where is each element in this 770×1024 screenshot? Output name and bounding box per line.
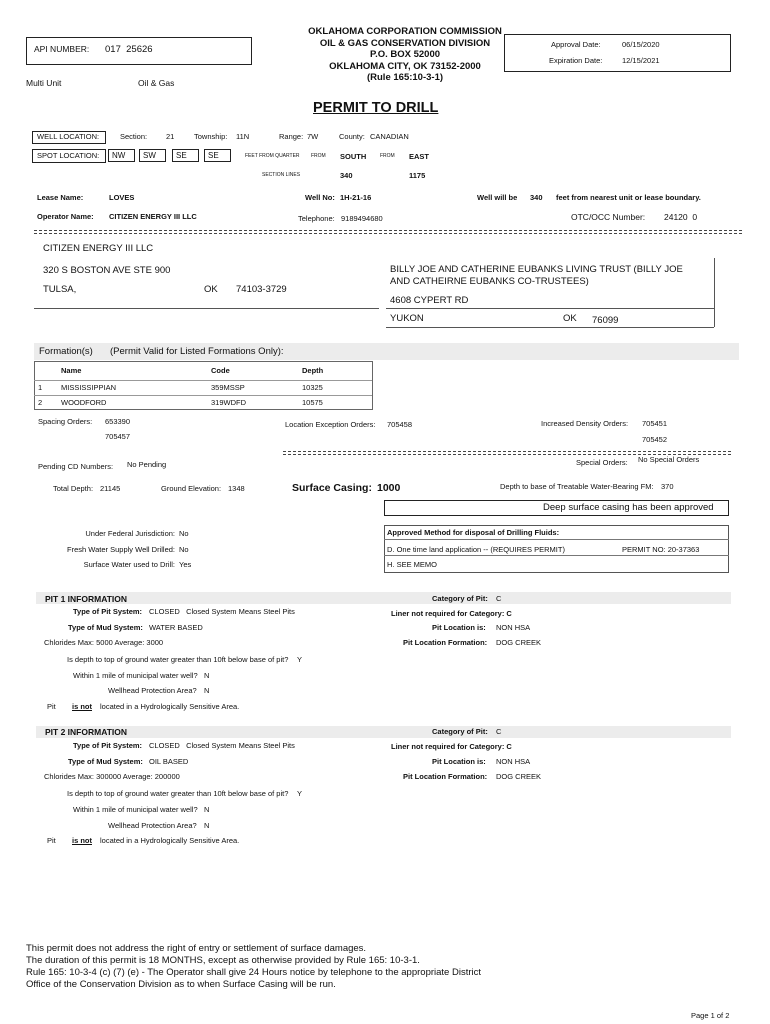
- spacing-orders-label: Spacing Orders:: [38, 417, 93, 426]
- formation-row-name: WOODFORD: [61, 398, 107, 407]
- pit-1-pit-word: Pit: [47, 702, 56, 711]
- pit-2-groundwater-question: Is depth to top of ground water greater than 10ft below base of pit?: [67, 789, 289, 798]
- surface-owner-name: [390, 264, 683, 287]
- federal-jurisdiction-label: Under Federal Jurisdiction:: [85, 529, 175, 538]
- pending-cd-value: No Pending: [127, 460, 167, 469]
- pit-2-groundwater-answer: Y: [297, 789, 303, 798]
- formation-row-name: MISSISSIPPIAN: [61, 383, 117, 392]
- well-location-label: WELL LOCATION:: [37, 132, 100, 141]
- footer-line: Rule 165: 10-3-4 (c) (7) (e) - The Operator shall give 24 Hours notice by telephone to the appropriate District: [26, 967, 481, 978]
- approval-date-label: Approval Date:: [551, 40, 601, 49]
- pit-1-type-label: Type of Pit System:: [73, 607, 143, 616]
- pit-1-groundwater-question: Is depth to top of ground water greater than 10ft below base of pit?: [67, 655, 289, 664]
- distance-2: 1175: [409, 171, 426, 180]
- depths-rule: [283, 454, 731, 455]
- formation-col-code: Code: [211, 366, 230, 375]
- address-rule-side: [714, 258, 715, 327]
- api-number-value: 017 25626: [105, 44, 153, 55]
- range-label: Range:: [279, 132, 304, 141]
- pit-2-formation-label: Pit Location Formation:: [403, 772, 488, 781]
- pit-1-category-label: Category of Pit:: [432, 594, 488, 603]
- pit-2-formation-value: DOG CREEK: [496, 772, 542, 781]
- agency-line: P.O. BOX 52000: [369, 49, 441, 60]
- pit-2-location-label: Pit Location is:: [432, 757, 486, 766]
- pit-2-type-label: Type of Pit System:: [73, 741, 143, 750]
- pit-1-category-value: C: [496, 594, 502, 603]
- well-no-label: Well No:: [305, 193, 335, 202]
- pit-1-municipal-answer: N: [204, 671, 210, 680]
- pit-2-pit-word: Pit: [47, 836, 56, 845]
- pending-cd-label: Pending CD Numbers:: [38, 462, 114, 471]
- pit-1-wellhead-label: Wellhead Protection Area?: [108, 686, 197, 695]
- pit-1-mud-label: Type of Mud System:: [68, 623, 143, 632]
- ground-elevation-value: 1348: [228, 484, 245, 493]
- spacing-order-value: 653390: [105, 417, 131, 426]
- surface-owner-state: OK: [563, 313, 577, 324]
- otc-number-label: OTC/OCC Number:: [571, 212, 646, 222]
- pit-2-chlorides: Chlorides Max: 300000 Average: 200000: [44, 772, 180, 781]
- disposal-heading: Approved Method for disposal of Drilling Fluids:: [387, 528, 560, 537]
- footer-line: Office of the Conservation Division as to when Surface Casing will be run.: [26, 979, 336, 990]
- dates-box: [504, 34, 731, 72]
- increased-density-value: 705452: [642, 435, 668, 444]
- formation-row-depth: 10575: [302, 398, 323, 407]
- pit-2-heading-band: [36, 726, 731, 738]
- operator-address-state: OK: [204, 284, 218, 295]
- pit-2-wellhead-answer: N: [204, 821, 210, 830]
- disposal-permit-no: PERMIT NO: 20-37363: [622, 545, 700, 554]
- fresh-water-value: No: [179, 544, 189, 554]
- township-label: Township:: [194, 132, 228, 141]
- section-value: 21: [166, 132, 175, 141]
- owner-line: AND CATHEIRNE EUBANKS CO-TRUSTEES): [390, 275, 589, 287]
- lease-name-label: Lease Name:: [37, 193, 84, 202]
- section-label: Section:: [120, 132, 148, 141]
- deep-casing-note: Deep surface casing has been approved: [543, 502, 714, 513]
- expiration-date-value: 12/15/2021: [622, 56, 660, 65]
- pit-1-title: PIT 1 INFORMATION: [45, 594, 128, 604]
- operator-name-label: Operator Name:: [37, 212, 94, 221]
- footer-line: The duration of this permit is 18 MONTHS, except as otherwise provided by Rule 165: 10-3-1.: [26, 955, 420, 966]
- total-depth-label: Total Depth:: [53, 484, 94, 493]
- feet-from-quarter: FEET FROM QUARTER: [245, 153, 300, 159]
- formations-heading: Formation(s): [39, 346, 93, 357]
- depths-rule: [283, 451, 731, 452]
- section-lines: SECTION LINES: [262, 172, 301, 178]
- formation-row-code: 359MSSP: [211, 383, 245, 392]
- lease-name-value: LOVES: [109, 193, 135, 202]
- pit-2-category-value: C: [496, 727, 502, 736]
- county-value: CANADIAN: [370, 132, 409, 141]
- well-will-be-label: Well will be: [477, 193, 518, 202]
- direction-1: SOUTH: [340, 152, 367, 161]
- formation-row-code: 319WDFD: [211, 398, 247, 407]
- pit-1-chlorides: Chlorides Max: 5000 Average: 3000: [44, 638, 164, 647]
- formation-col-depth: Depth: [302, 366, 324, 375]
- pit-2-municipal-answer: N: [204, 805, 210, 814]
- direction-2: EAST: [409, 152, 430, 161]
- disposal-method-h: H. SEE MEMO: [387, 560, 438, 569]
- increased-density-value: 705451: [642, 419, 668, 428]
- special-orders-value: No Special Orders: [638, 455, 700, 464]
- pit-2-mud-value: OIL BASED: [149, 757, 189, 766]
- surface-water-value: Yes: [179, 560, 192, 569]
- ground-elevation-label: Ground Elevation:: [161, 484, 222, 493]
- address-rule-bottom: [34, 308, 379, 309]
- page-number: Page 1 of 2: [691, 1011, 730, 1020]
- jurisdiction-block: [40, 526, 175, 573]
- disposal-divider: [384, 539, 729, 540]
- pit-1-location-label: Pit Location is:: [432, 623, 486, 632]
- spot-quarter: SW: [139, 149, 166, 162]
- disposal-method-d: D. One time land application -- (REQUIRES PERMIT): [387, 545, 565, 554]
- pit-2-title: PIT 2 INFORMATION: [45, 727, 128, 737]
- pit-2-category-label: Category of Pit:: [432, 727, 488, 736]
- pit-1-is-not: is not: [72, 702, 92, 711]
- pit-2-location-value: NON HSA: [496, 757, 531, 766]
- well-will-be-value: 340: [530, 193, 543, 202]
- formations-heading-note: (Permit Valid for Listed Formations Only):: [110, 346, 284, 357]
- pit-1-mud-value: WATER BASED: [149, 623, 203, 632]
- pit-1-wellhead-answer: N: [204, 686, 210, 695]
- special-orders-label: Special Orders:: [576, 458, 628, 467]
- increased-density-label: Increased Density Orders:: [541, 419, 629, 428]
- well-type: Oil & Gas: [138, 78, 175, 88]
- operator-address-city: TULSA,: [43, 284, 77, 295]
- operator-address-name: CITIZEN ENERGY III LLC: [43, 243, 154, 254]
- owner-line: BILLY JOE AND CATHERINE EUBANKS LIVING TRUST (BILLY JOE: [390, 264, 683, 275]
- pit-2-liner: Liner not required for Category: C: [391, 742, 512, 751]
- surface-owner-zip: 76099: [592, 315, 619, 326]
- spot-location-label: SPOT LOCATION:: [37, 151, 100, 160]
- approval-date-value: 06/15/2020: [622, 40, 660, 49]
- pit-2-type-value: CLOSED Closed System Means Steel Pits: [149, 741, 295, 750]
- from-label: FROM: [311, 153, 326, 159]
- feet-nearest-boundary: feet from nearest unit or lease boundary.: [556, 193, 701, 202]
- multi-unit: Multi Unit: [26, 78, 62, 88]
- agency-line: OKLAHOMA CORPORATION COMMISSION: [308, 26, 502, 37]
- formations-divider: [34, 395, 372, 396]
- operator-name-value: CITIZEN ENERGY III LLC: [109, 212, 197, 221]
- pit-2-mud-label: Type of Mud System:: [68, 757, 143, 766]
- footer-notice: [26, 943, 481, 991]
- location-exception-value: 705458: [387, 420, 413, 429]
- otc-number-value: 24120 0: [664, 212, 698, 222]
- range-value: 7W: [307, 132, 319, 141]
- federal-jurisdiction-value: No: [179, 529, 189, 538]
- disposal-divider: [384, 555, 729, 556]
- jurisdiction-values: [179, 526, 191, 573]
- pit-1-formation-label: Pit Location Formation:: [403, 638, 488, 647]
- pit-1-location-value: NON HSA: [496, 623, 531, 632]
- pit-1-liner: Liner not required for Category: C: [391, 609, 512, 618]
- fresh-water-label: Fresh Water Supply Well Drilled:: [67, 544, 175, 554]
- formation-row-number: 2: [38, 398, 43, 407]
- operator-address-zip: 74103-3729: [236, 284, 287, 295]
- formations-divider: [34, 380, 372, 381]
- surface-casing-label: Surface Casing:: [292, 482, 372, 494]
- pit-2-municipal-question: Within 1 mile of municipal water well?: [73, 805, 198, 814]
- pit-1-groundwater-answer: Y: [297, 655, 303, 664]
- agency-line: (Rule 165:10-3-1): [366, 72, 444, 83]
- surface-casing-value: 1000: [377, 482, 401, 494]
- distance-1: 340: [340, 171, 353, 180]
- treatable-water-label: Depth to base of Treatable Water-Bearing FM:: [500, 482, 654, 491]
- treatable-water-value: 370: [661, 482, 674, 491]
- formation-col-name: Name: [61, 366, 82, 375]
- surface-owner-street: 4608 CYPERT RD: [390, 295, 469, 306]
- county-label: County:: [339, 132, 365, 141]
- location-exception-label: Location Exception Orders:: [285, 420, 376, 429]
- total-depth-value: 21145: [100, 484, 121, 493]
- telephone-value: 9189494680: [341, 214, 383, 223]
- footer-line: This permit does not address the right of entry or settlement of surface damages.: [26, 943, 367, 954]
- township-value: 11N: [236, 132, 250, 141]
- pit-1-heading-band: [36, 592, 731, 604]
- pit-1-hydro-text: located in a Hydrologically Sensitive Area.: [100, 702, 240, 711]
- telephone-label: Telephone:: [298, 214, 335, 223]
- pit-2-is-not: is not: [72, 836, 92, 845]
- expiration-date-label: Expiration Date:: [549, 56, 603, 65]
- operator-address-street: 320 S BOSTON AVE STE 900: [43, 265, 171, 276]
- surface-water-label: Surface Water used to Drill:: [83, 560, 175, 569]
- address-rule-top: [34, 233, 742, 234]
- pit-1-municipal-question: Within 1 mile of municipal water well?: [73, 671, 198, 680]
- from-label: FROM: [380, 153, 395, 159]
- well-no-value: 1H-21-16: [340, 193, 372, 202]
- spot-quarter: SE: [172, 149, 199, 162]
- spot-quarter: NW: [108, 149, 135, 162]
- formation-row-depth: 10325: [302, 383, 323, 392]
- spacing-order-value: 705457: [105, 432, 131, 441]
- pit-2-wellhead-label: Wellhead Protection Area?: [108, 821, 197, 830]
- pit-1-type-value: CLOSED Closed System Means Steel Pits: [149, 607, 295, 616]
- agency-line: OIL & GAS CONSERVATION DIVISION: [319, 37, 491, 49]
- formation-row-number: 1: [38, 383, 43, 392]
- spot-quarter: SE: [204, 149, 231, 162]
- pit-1-formation-value: DOG CREEK: [496, 638, 542, 647]
- pit-2-hydro-text: located in a Hydrologically Sensitive Area.: [100, 836, 240, 845]
- address-rule-top: [34, 230, 742, 231]
- api-number-label: API NUMBER:: [34, 44, 90, 54]
- address-rule-bottom: [386, 308, 714, 309]
- address-rule-bottom: [386, 327, 714, 328]
- surface-owner-city: YUKON: [390, 313, 424, 324]
- agency-line: OKLAHOMA CITY, OK 73152-2000: [329, 60, 481, 72]
- page-title: PERMIT TO DRILL: [313, 100, 439, 116]
